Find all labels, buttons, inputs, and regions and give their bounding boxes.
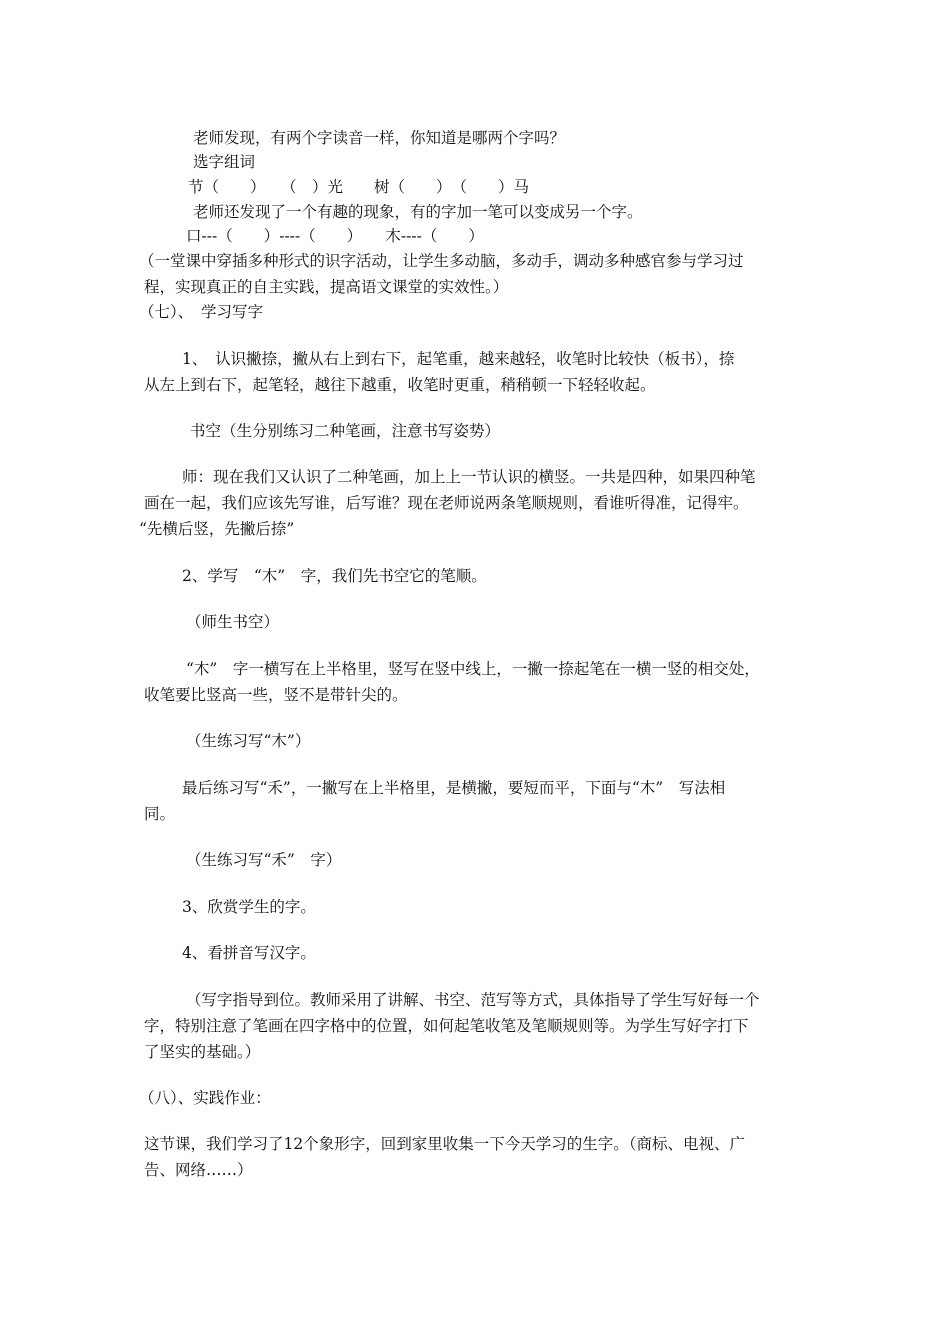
text-line: 从左上到右下，起笔轻，越往下越重，收笔时更重，稍稍顿一下轻轻收起。 — [144, 376, 656, 394]
text-line: 这节课，我们学习了12个象形字，回到家里收集一下今天学习的生字。（商标、电视、广 — [144, 1135, 745, 1153]
text-line: 4、看拼音写汉字。 — [182, 944, 316, 962]
section-heading: （七）、 学习写字 — [139, 303, 264, 321]
text-line: 师：现在我们又认识了二种笔画，加上上一节认识的横竖。一共是四种，如果四种笔 — [182, 468, 756, 486]
text-line: （一堂课中穿插多种形式的识字活动，让学生多动脑，多动手，调动多种感官参与学习过 — [139, 252, 744, 270]
text-line: 最后练习写“禾”，一撇写在上半格里，是横撇，要短而平，下面与“木” 写法相 — [182, 779, 726, 797]
text-line: 了坚实的基础。） — [144, 1043, 261, 1061]
text-line: 老师还发现了一个有趣的现象，有的字加一笔可以变成另一个字。 — [193, 203, 643, 221]
text-line: 程，实现真正的自主实践，提高语文课堂的实效性。） — [144, 278, 509, 296]
text-line: 同。 — [144, 805, 176, 823]
text-line: （生练习写“禾” 字） — [186, 851, 342, 869]
text-line: （生练习写“木”） — [186, 732, 311, 750]
text-line: （师生书空） — [186, 613, 280, 631]
text-line: 画在一起，我们应该先写谁，后写谁？现在老师说两条笔顺规则，看谁听得准，记得牢。 — [144, 494, 749, 512]
text-line: 3、欣赏学生的字。 — [182, 898, 316, 916]
text-line: 告、网络……） — [144, 1161, 253, 1179]
text-line: “先横后竖，先撇后捺” — [139, 520, 295, 538]
text-line: 口---（ ）----（ ） 木----（ ） — [186, 227, 484, 245]
text-line: 字，特别注意了笔画在四字格中的位置，如何起笔收笔及笔顺规则等。为学生写好字打下 — [144, 1017, 749, 1035]
text-line: 收笔要比竖高一些，竖不是带针尖的。 — [144, 686, 408, 704]
text-line: （写字指导到位。教师采用了讲解、书空、范写等方式，具体指导了学生写好每一个 — [186, 991, 760, 1009]
text-line: 老师发现，有两个字读音一样，你知道是哪两个字吗？ — [193, 129, 566, 147]
text-line: 2、学写 “木” 字，我们先书空它的笔顺。 — [182, 567, 487, 585]
text-line: 节（ ） （ ）光 树（ ） （ ）马 — [188, 178, 530, 196]
text-line: 1、 认识撇捺，撇从右上到右下，起笔重，越来越轻，收笔时比较快（板书），捺 — [182, 350, 735, 368]
text-line: 书空（生分别练习二种笔画，注意书写姿势） — [190, 422, 501, 440]
text-line: “木” 字一横写在上半格里，竖写在竖中线上，一撇一捺起笔在一横一竖的相交处， — [186, 660, 760, 678]
text-line: 选字组词 — [193, 153, 256, 171]
section-heading: （八）、实践作业： — [139, 1089, 271, 1107]
